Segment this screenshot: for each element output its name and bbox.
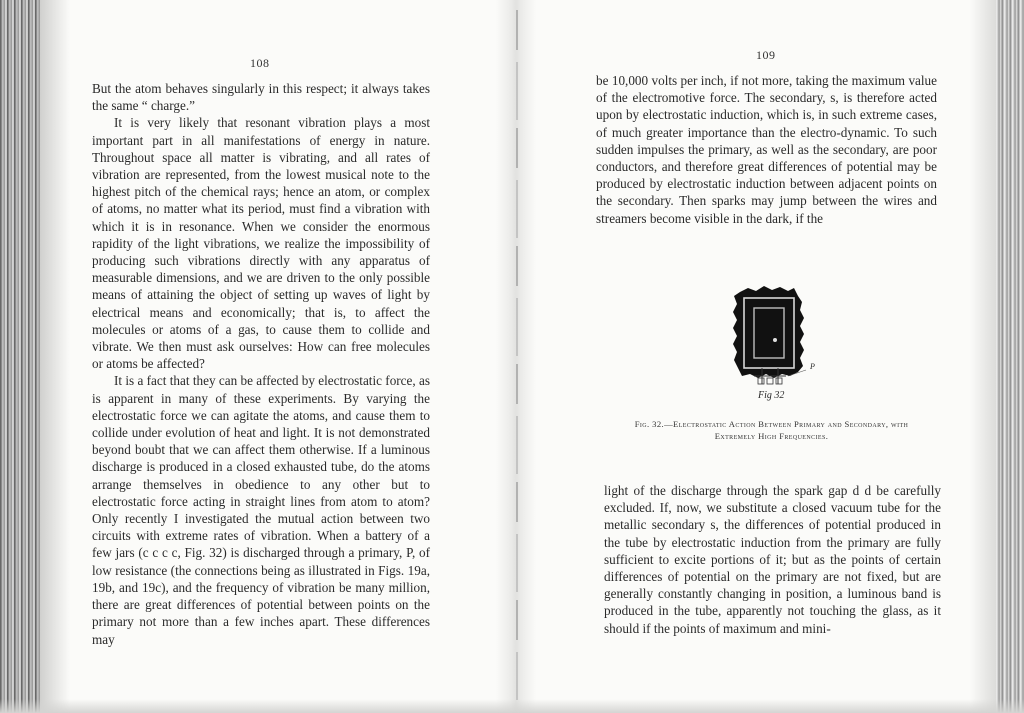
jar-3 <box>776 378 782 384</box>
figure-label-p: P <box>810 362 815 371</box>
caption-line-2: Extremely High Frequencies. <box>714 431 829 441</box>
scan-edge-left-shadow <box>40 0 70 713</box>
right-page-text-bottom <box>604 482 941 637</box>
figure-32 <box>728 286 824 408</box>
figure-32-caption <box>596 418 947 442</box>
jar-2 <box>767 378 773 384</box>
scan-edge-right-shadow <box>970 0 996 713</box>
caption-line-1: Fig. 32.—Electrostatic Action Between Primary and Secondary, with <box>634 419 909 429</box>
scan-bottom-shadow <box>0 699 1024 713</box>
jar-1 <box>758 378 764 384</box>
scan-edge-right <box>996 0 1024 713</box>
gutter-binding-line <box>516 10 518 700</box>
right-paragraph-top: be 10,000 volts per inch, if not more, taking the maximum value of the electromotive force. The secondary, s, is therefore acted upon by electrostatic induction, which is, in such extreme cases, of much greater importance than the electro-dynamic. To such sudden impulses the primary, as well as the secondary, are poor conductors, and therefore great differences of potential may be produced by electrostatic induction between adjacent points on the secondary. Then sparks may jump between the wires and streamers become visible in the dark, if the <box>596 73 937 226</box>
left-page-number: 108 <box>250 56 270 70</box>
right-page-text-top <box>596 72 937 227</box>
scan-edge-left <box>0 0 40 713</box>
left-paragraph-1: But the atom behaves singularly in this respect; it always takes the same “ charge.” <box>92 81 430 114</box>
figure-label: Fig 32 <box>758 390 785 401</box>
left-paragraph-3: It is a fact that they can be affected by electrostatic force, as is apparent in many of these experiments. By varying the electrostatic force we can agitate the atoms, and cause them to collide under evolution of heat and light. It is not demonstrated beyond boubt that we can affect them otherwise. If a luminous discharge is produced in a closed exhausted tube, do the atoms arrange themselves in obedience to any other but to electrostatic force acting in straight lines from atom to atom? Only recently I investigated the mutual action between two circuits with extreme rates of vibration. When a battery of a few jars (c c c c, Fig. 32) is discharged through a primary, P, of low resistance (the connections being as illustrated in Figs. 19a, 19b, and 19c), and the frequency of vibration be many million, there are great differences of potential between points on the primary not more than a few inches apart. These differences may <box>92 373 430 647</box>
right-page-number: 109 <box>756 48 776 62</box>
left-paragraph-2: It is very likely that resonant vibration plays a most important part in all manifestations of energy in nature. Throughout space all matter is vibrating, and all rates of vibration are represented, from the lowest musical note to the highest pitch of the chemical rays; hence an atom, or complex of atoms, no matter what its period, must find a vibration with which it is in resonance. When we consider the enormous rapidity of the light vibrations, we realize the impossibility of producing such vibrations directly with any apparatus of measurable dimensions, and we are driven to the only possible means of attaining the object of setting up waves of light by electrical means and economically; that is, to affect the molecules or atoms of a gas, to cause them to collide and vibrate. We then must ask ourselves: How can free molecules or atoms be affected? <box>92 115 430 372</box>
left-page-text <box>92 80 430 648</box>
right-paragraph-bottom: light of the discharge through the spark gap d d be carefully excluded. If, now, we substitute a closed vacuum tube for the metallic secondary s, the differences of potential produced in the tube by electrostatic induction from the primary are fully sufficient to excite portions of it; but as the points of certain differences of potential on the primary are not fixed, but are generally constantly changing in position, a luminous band is produced in the tube, apparently not touching the glass, as it should if the points of maximum and mini- <box>604 483 941 636</box>
spark-gap-point <box>773 338 777 342</box>
